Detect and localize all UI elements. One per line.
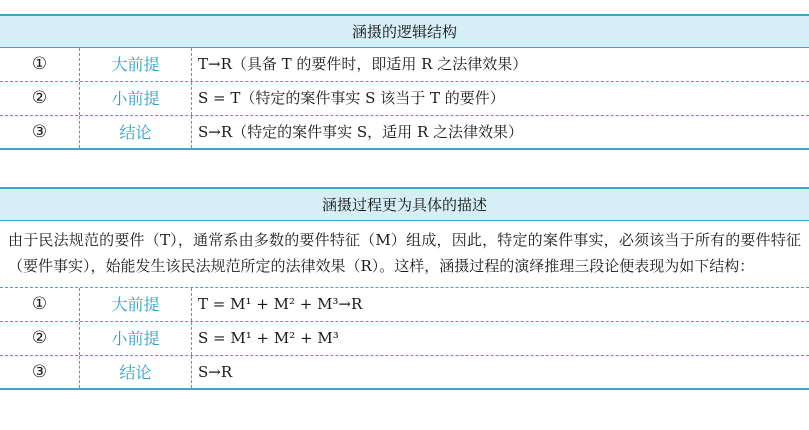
- row-text: S→R（特定的案件事实 S，适用 R 之法律效果）: [198, 123, 524, 141]
- table-row: [0, 48, 809, 82]
- table-row: [0, 356, 809, 390]
- row-label: 大前提: [80, 288, 192, 321]
- row-text: S = M¹ + M² + M³: [198, 329, 339, 347]
- table-title: 涵摄的逻辑结构: [0, 14, 809, 48]
- row-text: S→R: [198, 363, 233, 381]
- row-number: ①: [0, 288, 80, 321]
- row-label: 大前提: [80, 48, 192, 81]
- row-number: ②: [0, 322, 80, 355]
- row-number: ②: [0, 82, 80, 115]
- table-row: [0, 116, 809, 150]
- row-number: ③: [0, 356, 80, 388]
- detailed-description-table: [0, 187, 809, 390]
- row-label: 小前提: [80, 82, 192, 115]
- row-label: 结论: [80, 356, 192, 388]
- table-row: [0, 82, 809, 116]
- row-label: 小前提: [80, 322, 192, 355]
- table-title: 涵摄过程更为具体的描述: [0, 187, 809, 221]
- description-paragraph: 由于民法规范的要件（T），通常系由多数的要件特征（M）组成，因此，特定的案件事实，必须该当于所有的要件特征（要件事实），始能发生该民法规范所定的法律效果（R）。这样，涵摄过程的演绎推理三段论便表现为如下结构：: [0, 221, 809, 288]
- row-text: T = M¹ + M² + M³→R: [198, 295, 363, 313]
- logic-structure-table: [0, 14, 809, 150]
- table-row: [0, 288, 809, 322]
- row-label: 结论: [80, 116, 192, 148]
- row-number: ①: [0, 48, 80, 81]
- row-text: T→R（具备 T 的要件时，即适用 R 之法律效果）: [198, 55, 528, 73]
- row-text: S = T（特定的案件事实 S 该当于 T 的要件）: [198, 89, 505, 107]
- row-number: ③: [0, 116, 80, 148]
- table-row: [0, 322, 809, 356]
